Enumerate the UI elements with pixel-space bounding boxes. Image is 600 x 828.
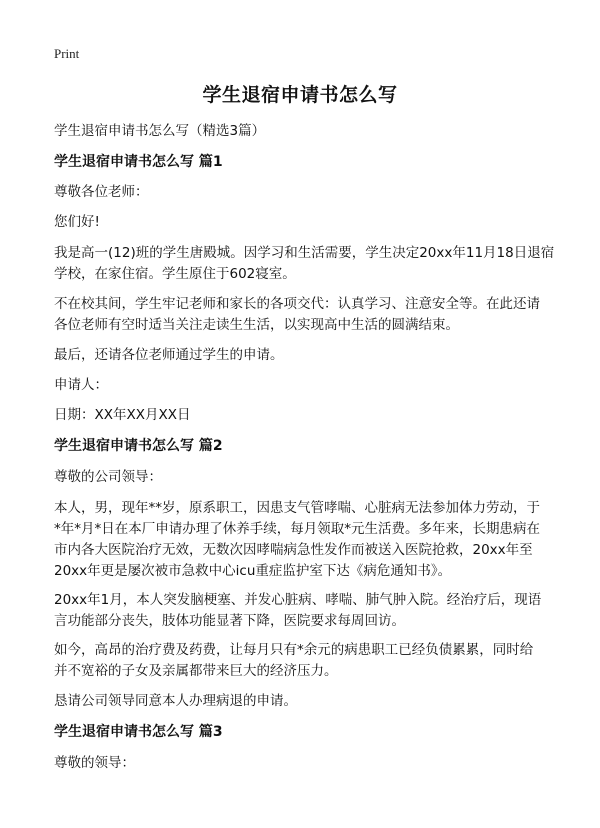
paragraph-line: *年*月*日在本厂申请办理了休养手续，每月领取*元生活费。多年来，长期患病在: [54, 521, 540, 537]
paragraph-line: 市内各大医院治疗无效，无数次因哮喘病急性发作而被送入医院抢救，20xx年至: [54, 542, 533, 558]
print-label: Print: [54, 46, 80, 61]
greeting-1: 您们好!: [54, 214, 100, 230]
paragraph-line: 各位老师有空时适当关注走读生生活，以实现高中生活的圆满结束。: [54, 317, 459, 333]
salutation-3: 尊敬的领导：: [54, 755, 135, 771]
paragraph-line: 学校，在家住宿。学生原住于602寝室。: [54, 266, 296, 282]
paragraph-line: 言功能部分丧失，肢体功能显著下降，医院要求每周回访。: [54, 613, 405, 629]
paragraph-line: 恳请公司领导同意本人办理病退的申请。: [54, 693, 297, 709]
section-heading-1: 学生退宿申请书怎么写 篇1: [54, 154, 223, 170]
applicant-line: 申请人：: [54, 377, 108, 393]
document-subtitle: 学生退宿申请书怎么写（精选3篇）: [54, 123, 266, 139]
paragraph-line: 并不宽裕的子女及亲属都带来巨大的经济压力。: [54, 663, 338, 679]
paragraph-line: 20xx年1月，本人突发脑梗塞、并发心脏病、哮喘、肺气肿入院。经治疗后，现语: [54, 592, 542, 608]
page-title: 学生退宿申请书怎么写: [202, 84, 398, 106]
paragraph-line: 不在校其间，学生牢记老师和家长的各项交代：认真学习、注意安全等。在此还请: [54, 296, 540, 312]
section-heading-2: 学生退宿申请书怎么写 篇2: [54, 438, 223, 454]
paragraph-line: 如今，高昂的治疗费及药费，让每月只有*余元的病患职工已经负债累累，同时给: [54, 642, 534, 658]
salutation-1: 尊敬各位老师：: [54, 184, 149, 200]
date-line: 日期：XX年XX月XX日: [54, 407, 191, 423]
paragraph-line: 我是高一(12)班的学生唐殿城。因学习和生活需要，学生决定20xx年11月18日退宿: [54, 245, 555, 261]
paragraph-line: 20xx年更是屡次被市急救中心icu重症监护室下达《病危通知书》。: [54, 563, 452, 579]
section-heading-3: 学生退宿申请书怎么写 篇3: [54, 724, 223, 740]
paragraph-line: 最后，还请各位老师通过学生的申请。: [54, 347, 284, 363]
salutation-2: 尊敬的公司领导：: [54, 469, 162, 485]
paragraph-line: 本人，男，现年**岁，原系职工，因患支气管哮喘、心脏病无法参加体力劳动，于: [54, 500, 540, 516]
